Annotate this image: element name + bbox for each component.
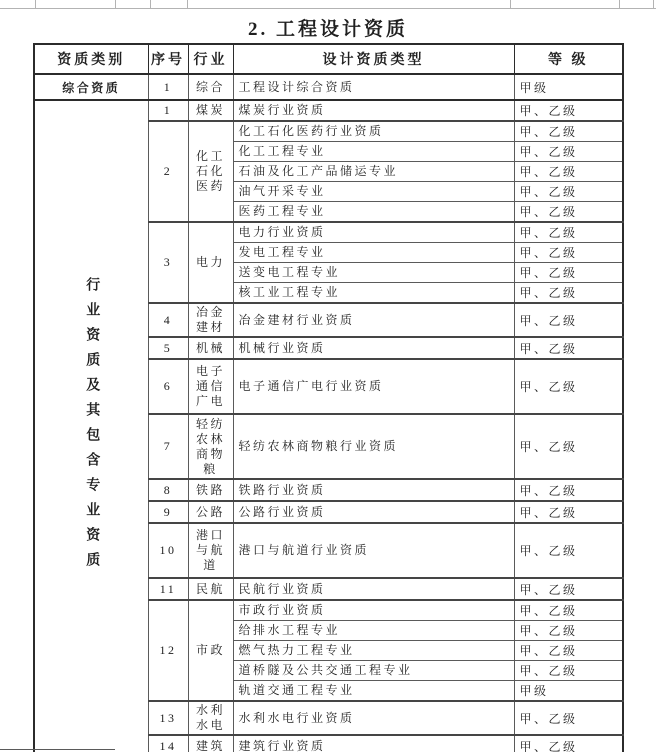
header-cell-type: 设计资质类型 — [233, 44, 514, 74]
serial-cell: 11 — [148, 578, 188, 600]
qualification-table — [33, 43, 624, 752]
type-cell: 工程设计综合资质 — [233, 74, 514, 100]
industry-category-cell — [34, 100, 148, 752]
serial-cell: 9 — [148, 501, 188, 523]
serial-cell: 7 — [148, 414, 188, 479]
serial-cell: 8 — [148, 479, 188, 501]
grade-cell: 甲、乙级 — [514, 701, 623, 735]
type-cell: 机械行业资质 — [233, 337, 514, 359]
industry-cell: 综合 — [188, 74, 233, 100]
type-cell: 石油及化工产品储运专业 — [233, 162, 514, 182]
grade-cell: 甲、乙级 — [514, 202, 623, 223]
crop-tick — [653, 0, 654, 8]
type-cell: 建筑行业资质 — [233, 735, 514, 752]
header-cell-category: 资质类别 — [34, 44, 148, 74]
grade-cell: 甲、乙级 — [514, 479, 623, 501]
type-cell: 燃气热力工程专业 — [233, 641, 514, 661]
qualification-row — [34, 100, 623, 121]
header-cell-industry: 行业 — [188, 44, 233, 74]
grade-cell: 甲、乙级 — [514, 100, 623, 121]
grade-cell: 甲、乙级 — [514, 414, 623, 479]
industry-cell: 电子通信广电 — [188, 359, 233, 414]
grade-cell: 甲、乙级 — [514, 600, 623, 621]
type-cell: 道桥隧及公共交通工程专业 — [233, 661, 514, 681]
grade-cell: 甲、乙级 — [514, 142, 623, 162]
serial-cell: 6 — [148, 359, 188, 414]
type-cell: 市政行业资质 — [233, 600, 514, 621]
grade-cell: 甲、乙级 — [514, 661, 623, 681]
serial-cell: 3 — [148, 222, 188, 303]
grade-cell: 甲、乙级 — [514, 501, 623, 523]
type-cell: 煤炭行业资质 — [233, 100, 514, 121]
page-title: 2. 工程设计资质 — [247, 19, 408, 40]
type-cell: 冶金建材行业资质 — [233, 303, 514, 337]
type-cell: 化工工程专业 — [233, 142, 514, 162]
type-cell: 民航行业资质 — [233, 578, 514, 600]
crop-tick — [510, 0, 511, 8]
grade-cell: 甲、乙级 — [514, 182, 623, 202]
industry-cell: 冶金建材 — [188, 303, 233, 337]
crop-tick — [150, 0, 151, 8]
industry-cell: 铁路 — [188, 479, 233, 501]
industry-cell: 化工石化医药 — [188, 121, 233, 222]
crop-line-bottom — [0, 749, 115, 750]
serial-cell: 12 — [148, 600, 188, 701]
grade-cell: 甲、乙级 — [514, 735, 623, 752]
header-cell-grade: 等 级 — [514, 44, 623, 74]
type-cell: 化工石化医药行业资质 — [233, 121, 514, 142]
crop-tick — [115, 0, 116, 8]
grade-cell: 甲、乙级 — [514, 243, 623, 263]
type-cell: 医药工程专业 — [233, 202, 514, 223]
type-cell: 油气开采专业 — [233, 182, 514, 202]
table-header-row — [34, 44, 623, 74]
type-cell: 核工业工程专业 — [233, 283, 514, 304]
crop-tick — [187, 0, 188, 8]
grade-cell: 甲、乙级 — [514, 283, 623, 304]
type-cell: 电子通信广电行业资质 — [233, 359, 514, 414]
type-cell: 港口与航道行业资质 — [233, 523, 514, 578]
crop-tick — [619, 0, 620, 8]
type-cell: 轨道交通工程专业 — [233, 681, 514, 702]
serial-cell: 5 — [148, 337, 188, 359]
grade-cell: 甲、乙级 — [514, 263, 623, 283]
industry-cell: 市政 — [188, 600, 233, 701]
grade-cell: 甲级 — [514, 74, 623, 100]
serial-cell: 1 — [148, 100, 188, 121]
grade-cell: 甲、乙级 — [514, 121, 623, 142]
serial-cell: 2 — [148, 121, 188, 222]
serial-cell: 13 — [148, 701, 188, 735]
grade-cell: 甲、乙级 — [514, 337, 623, 359]
serial-cell: 14 — [148, 735, 188, 752]
serial-cell: 4 — [148, 303, 188, 337]
crop-line-top — [0, 8, 656, 9]
industry-cell: 机械 — [188, 337, 233, 359]
type-cell: 水利水电行业资质 — [233, 701, 514, 735]
type-cell: 电力行业资质 — [233, 222, 514, 243]
grade-cell: 甲、乙级 — [514, 621, 623, 641]
grade-cell: 甲、乙级 — [514, 641, 623, 661]
industry-cell: 煤炭 — [188, 100, 233, 121]
category-cell: 综合资质 — [34, 74, 148, 100]
type-cell: 铁路行业资质 — [233, 479, 514, 501]
grade-cell: 甲、乙级 — [514, 303, 623, 337]
header-cell-serial: 序号 — [148, 44, 188, 74]
industry-cell: 港口与航道 — [188, 523, 233, 578]
industry-sections-body — [34, 100, 623, 752]
type-cell: 公路行业资质 — [233, 501, 514, 523]
type-cell: 给排水工程专业 — [233, 621, 514, 641]
serial-cell: 1 — [148, 74, 188, 100]
type-cell: 发电工程专业 — [233, 243, 514, 263]
grade-cell: 甲级 — [514, 681, 623, 702]
crop-tick — [35, 0, 36, 8]
industry-cell: 水利水电 — [188, 701, 233, 735]
industry-cell: 建筑 — [188, 735, 233, 752]
vertical-label: 行业资质及其包含专业资质 — [84, 277, 100, 577]
grade-cell: 甲、乙级 — [514, 162, 623, 182]
type-cell: 送变电工程专业 — [233, 263, 514, 283]
industry-cell: 公路 — [188, 501, 233, 523]
grade-cell: 甲、乙级 — [514, 578, 623, 600]
grade-cell: 甲、乙级 — [514, 523, 623, 578]
grade-cell: 甲、乙级 — [514, 359, 623, 414]
type-cell: 轻纺农林商物粮行业资质 — [233, 414, 514, 479]
serial-cell: 10 — [148, 523, 188, 578]
industry-cell: 电力 — [188, 222, 233, 303]
industry-cell: 民航 — [188, 578, 233, 600]
comprehensive-row — [34, 74, 623, 100]
industry-cell: 轻纺农林商物粮 — [188, 414, 233, 479]
grade-cell: 甲、乙级 — [514, 222, 623, 243]
